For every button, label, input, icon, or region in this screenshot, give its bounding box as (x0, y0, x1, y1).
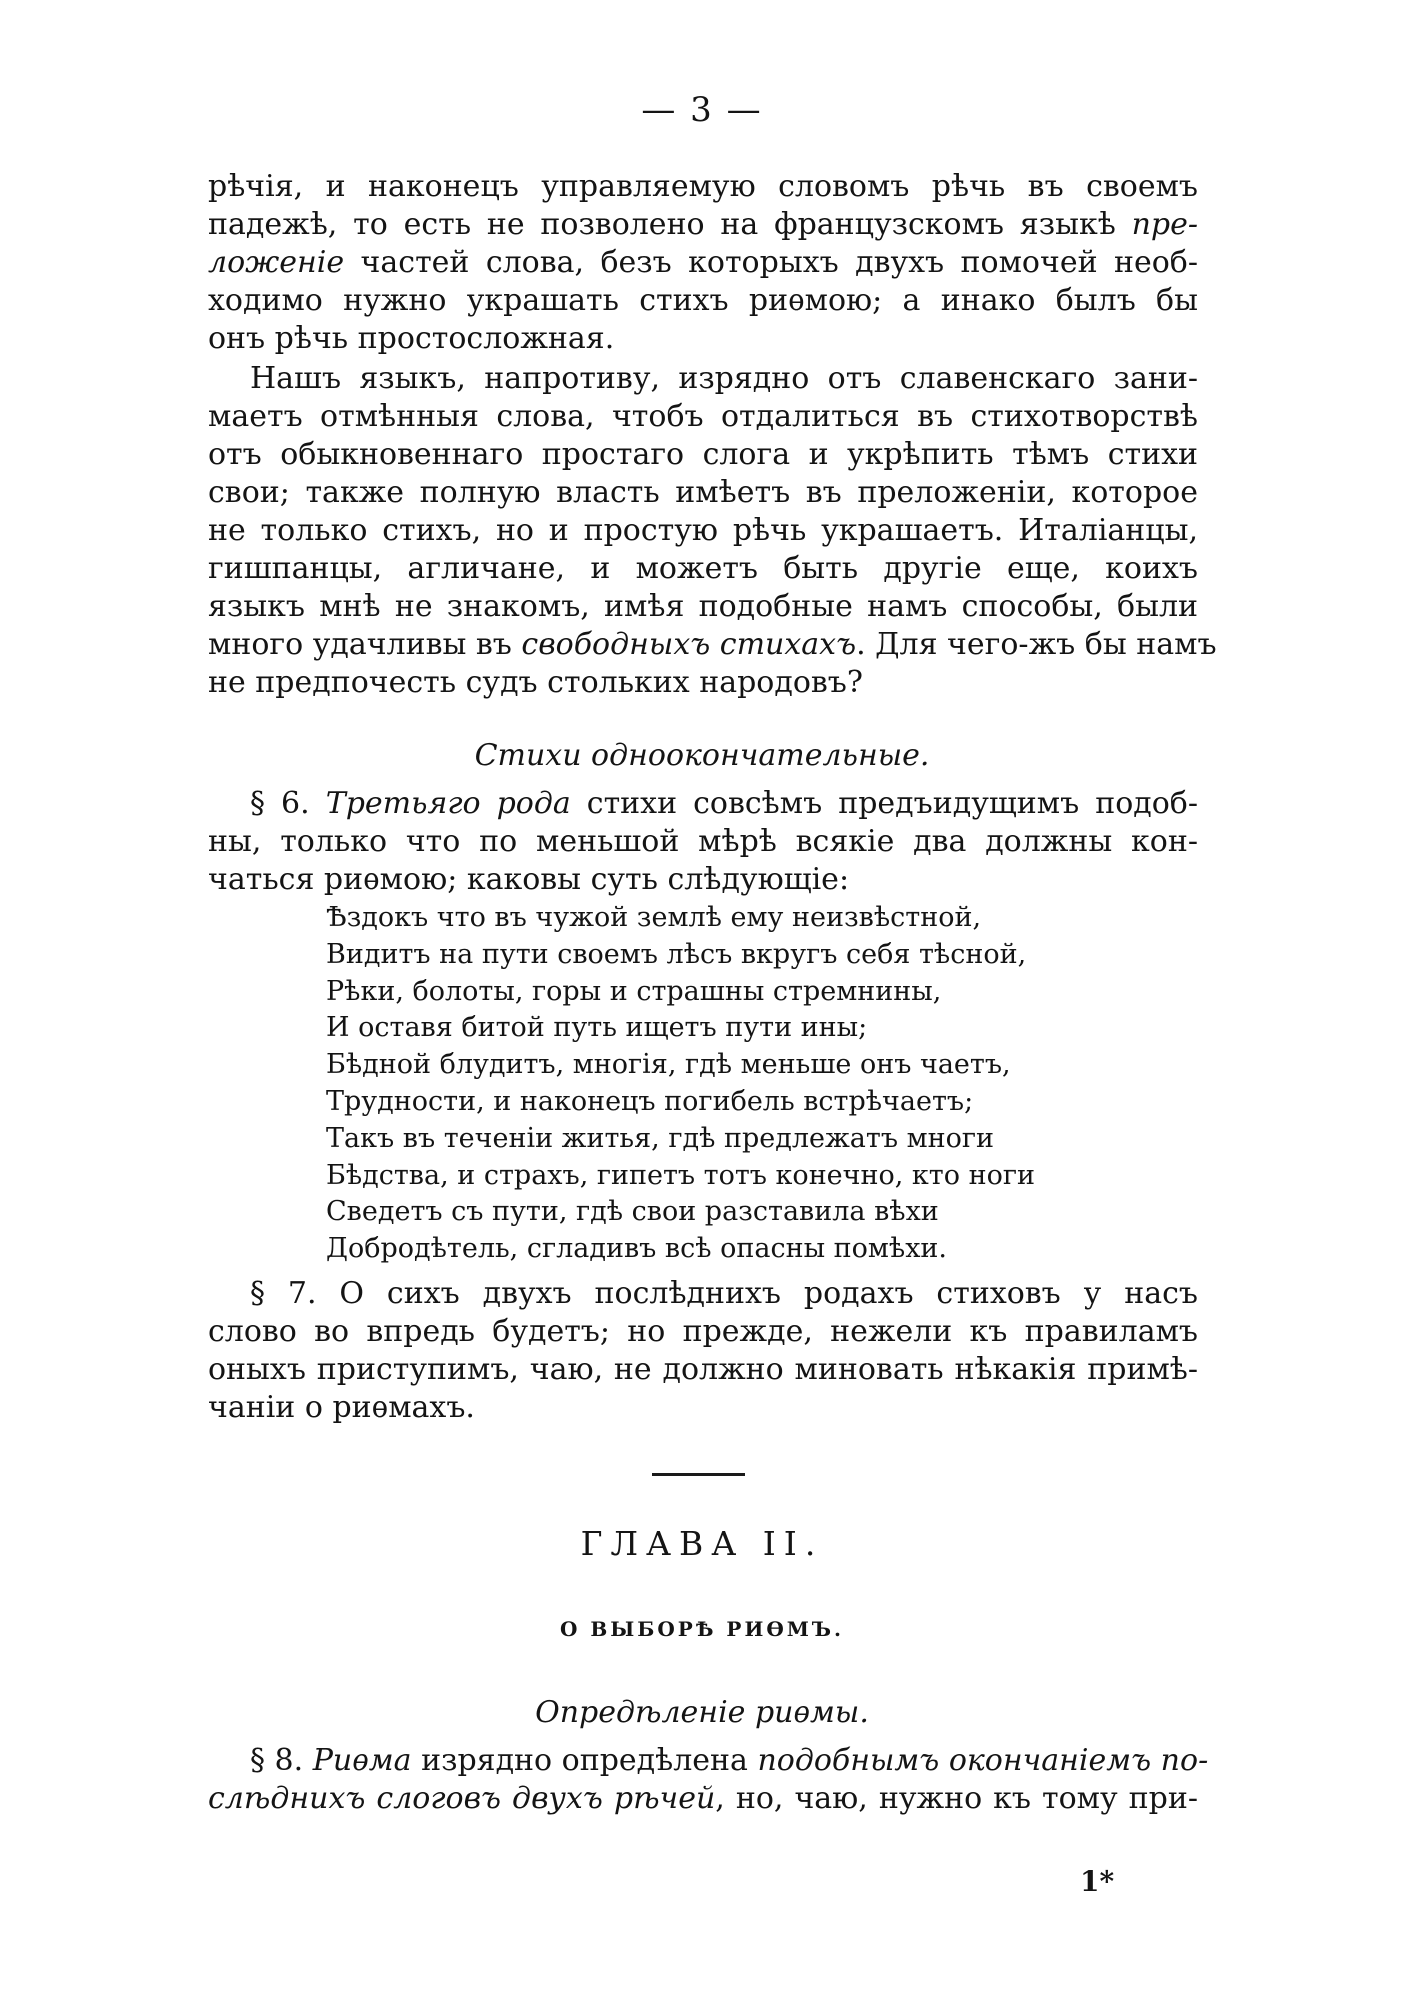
paragraph-4 (208, 1275, 1198, 1427)
text-line: ны, только что по меньшой мѣрѣ всякіе два должны кон- (208, 824, 1198, 859)
paragraph-5 (208, 1742, 1209, 1818)
text-line: ложеніе частей слова, безъ которыхъ двухъ помочей необ- (208, 245, 1198, 280)
poem-line: Рѣки, болоты, горы и страшны стремнины, (326, 975, 942, 1007)
text-line: онъ рѣчь простосложная. (208, 321, 615, 356)
signature-mark: 1* (1080, 1865, 1115, 1898)
text-line: слѣднихъ слоговъ двухъ рѣчей, но, чаю, нужно къ тому при- (208, 1781, 1198, 1816)
text-line: не предпочесть судъ стольких народовъ? (208, 665, 863, 700)
paragraph-3 (208, 785, 1198, 899)
page-number: — 3 — (641, 90, 763, 130)
poem-line: Бѣдства, и страхъ, гипетъ тотъ конечно, кто ноги (326, 1159, 1035, 1191)
text-line: чаться риѳмою; каковы суть слѣдующіе: (208, 862, 850, 897)
text-line: отъ обыкновеннаго простаго слога и укрѣпить тѣмъ стихи (208, 437, 1198, 472)
section-divider (652, 1473, 745, 1476)
text-line: оныхъ приступимъ, чаю, не должно миновать нѣкакія примѣ- (208, 1352, 1198, 1387)
text-line: много удачливы въ свободныхъ стихахъ. Для чего-жъ бы намъ (208, 627, 1217, 662)
section-heading: Стихи одноокончательные. (474, 738, 930, 773)
text-line: свои; также полную власть имѣетъ въ преложеніи, которое (208, 475, 1198, 510)
poem-line: Видитъ на пути своемъ лѣсъ вкругъ себя тѣсной, (326, 938, 1027, 970)
chapter-subtitle: О ВЫБОРѢ РИѲМЪ. (559, 1617, 845, 1641)
text-line: Нашъ языкъ, напротиву, изрядно отъ славенскаго зани- (250, 361, 1198, 396)
poem-line: И оставя битой путь ищетъ пути ины; (326, 1012, 868, 1044)
poem-line: Бѣдной блудитъ, многія, гдѣ меньше онъ чаетъ, (326, 1049, 1011, 1081)
paragraph-1 (208, 168, 1198, 358)
text-line: маетъ отмѣнныя слова, чтобъ отдалиться въ стихотворствѣ (208, 399, 1198, 434)
chapter-title: ГЛАВА II. (580, 1524, 824, 1563)
poem-line: Сведетъ съ пути, гдѣ свои разставила вѣхи (326, 1196, 939, 1228)
text-line: § 6. Третьяго рода стихи совсѣмъ предъидущимъ подоб- (250, 786, 1198, 821)
poem-block (326, 900, 1035, 1268)
poem-line: Такъ въ теченіи житья, гдѣ предлежатъ многи (326, 1122, 994, 1154)
text-line: языкъ мнѣ не знакомъ, имѣя подобные намъ способы, были (208, 589, 1198, 624)
text-line: не только стихъ, но и простую рѣчь украшаетъ. Италіанцы, (208, 513, 1198, 548)
poem-line: Добродѣтель, сгладивъ всѣ опасны помѣхи. (326, 1233, 947, 1265)
text-line: § 8. Риѳма изрядно опредѣлена подобнымъ окончаніемъ по- (250, 1743, 1209, 1778)
section-heading: Опредѣленіе риѳмы. (535, 1695, 869, 1730)
text-line: гишпанцы, агличане, и можетъ быть другіе еще, коихъ (208, 551, 1198, 586)
poem-line: Ѣздокъ что въ чужой землѣ ему неизвѣстной, (326, 902, 982, 933)
text-line: чаніи о риѳмахъ. (208, 1390, 475, 1425)
text-line: рѣчія, и наконецъ управляемую словомъ рѣчь въ своемъ (208, 169, 1198, 204)
poem-line: Трудности, и наконецъ погибель встрѣчаетъ; (326, 1085, 974, 1117)
paragraph-2 (208, 360, 1217, 702)
text-line: ходимо нужно украшать стихъ риѳмою; а инако былъ бы (208, 283, 1198, 318)
text-line: падежѣ, то есть не позволено на французскомъ языкѣ пре- (208, 207, 1198, 242)
text-line: слово во впредь будетъ; но прежде, нежели къ правиламъ (208, 1314, 1198, 1349)
text-line: § 7. О сихъ двухъ послѣднихъ родахъ стиховъ у насъ (250, 1276, 1198, 1311)
